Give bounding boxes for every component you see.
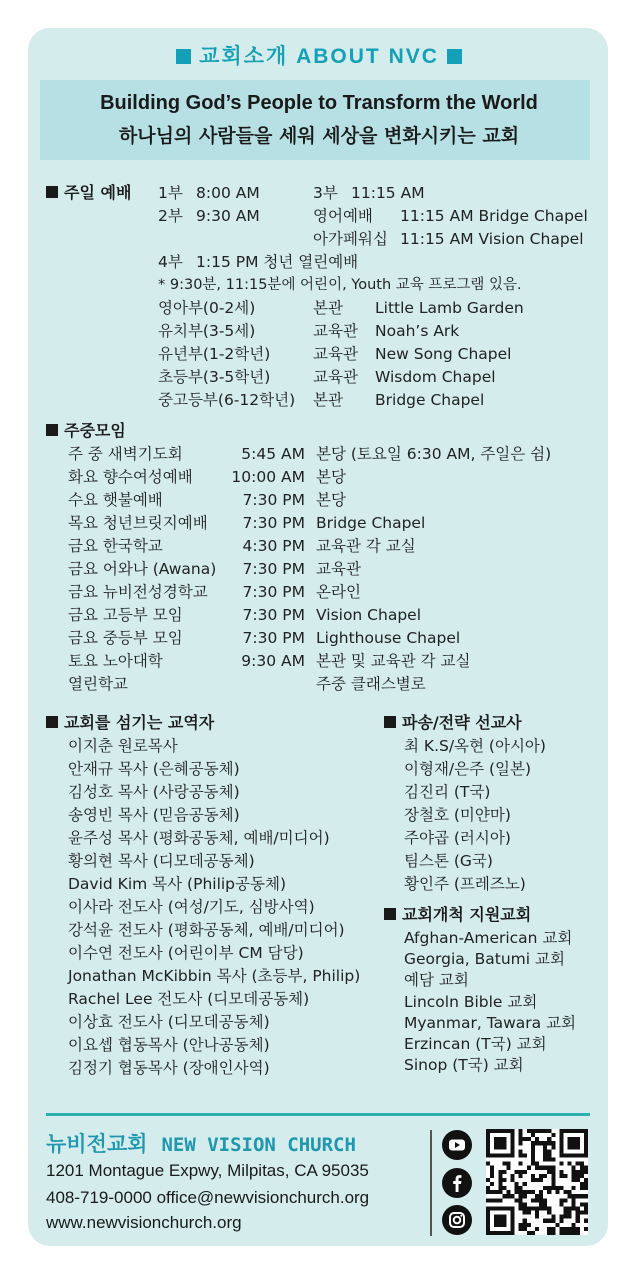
footer-divider (46, 1113, 590, 1116)
meeting-place: 교육관 각 교실 (316, 537, 416, 555)
minister-item: 이사라 전도사 (여성/기도, 심방사역) (68, 898, 315, 916)
church-plant-item: Myanmar, Tawara 교회 (404, 1013, 577, 1032)
meeting-time: 7:30 PM (242, 606, 305, 624)
meeting-name: 주 중 새벽기도회 (68, 445, 183, 463)
meeting-name: 수요 햇불예배 (68, 491, 163, 509)
service-time: 9:30 AM (196, 207, 260, 225)
square-bullet-icon (176, 49, 191, 64)
minister-item: 이요셉 협동목사 (안나공동체) (68, 1036, 270, 1054)
square-bullet-icon (384, 716, 396, 728)
mission-english: Building God’s People to Transform the World (100, 92, 538, 114)
meeting-time: 7:30 PM (242, 514, 305, 532)
program-building: 본관 (313, 299, 343, 317)
minister-item: 이상효 전도사 (디모데공동체) (68, 1013, 270, 1031)
minister-item: 송영빈 목사 (믿음공동체) (68, 806, 240, 824)
minister-item: 윤주성 목사 (평화공동체, 예배/미디어) (68, 829, 330, 847)
square-bullet-icon (384, 908, 396, 920)
footer-vertical-divider (430, 1130, 432, 1236)
service-label: 아가페워십 (313, 230, 388, 248)
meeting-place: 본당 (316, 491, 346, 509)
service-label: 1부 (158, 184, 183, 202)
meeting-name: 금요 어와나 (Awana) (68, 560, 217, 578)
program-building: 교육관 (313, 368, 358, 386)
instagram-icon[interactable] (442, 1205, 472, 1235)
meeting-place: Bridge Chapel (316, 514, 426, 532)
service-label: 4부 (158, 253, 183, 271)
meeting-time: 7:30 PM (242, 629, 305, 647)
minister-item: Jonathan McKibbin 목사 (초등부, Philip) (68, 967, 361, 985)
meeting-place: 온라인 (316, 583, 361, 601)
minister-item: David Kim 목사 (Philip공동체) (68, 875, 286, 893)
church-contact[interactable]: 408-719-0000 office@newvisionchurch.org (46, 1188, 370, 1207)
meeting-place: Vision Chapel (316, 606, 422, 624)
minister-item: 이수연 전도사 (어린이부 CM 담당) (68, 944, 304, 962)
service-time: 8:00 AM (196, 184, 260, 202)
program-room: Bridge Chapel (375, 391, 485, 409)
facebook-icon[interactable] (442, 1168, 472, 1198)
meeting-place: 본당 (토요일 6:30 AM, 주일은 쉼) (316, 445, 552, 463)
ministers-title: 교회를 섬기는 교역자 (46, 713, 214, 733)
program-department: 유년부(1-2학년) (158, 345, 271, 363)
meeting-time: 7:30 PM (242, 491, 305, 509)
meeting-name: 열린학교 (68, 675, 128, 693)
program-room: Wisdom Chapel (375, 368, 496, 386)
square-bullet-icon (46, 424, 58, 436)
church-plant-item: Lincoln Bible 교회 (404, 992, 538, 1011)
meeting-place: 주중 클래스별로 (316, 675, 426, 693)
minister-item: 김정기 협동목사 (장애인사역) (68, 1059, 270, 1077)
meeting-time: 7:30 PM (242, 560, 305, 578)
about-heading-text: 교회소개 ABOUT NVC (199, 45, 439, 68)
program-room: New Song Chapel (375, 345, 512, 363)
missionary-item: 황인주 (프레즈노) (404, 875, 526, 893)
meeting-place: 교육관 (316, 560, 361, 578)
weekday-meetings-title: 주중모임 (46, 421, 126, 441)
minister-item: 김성호 목사 (사랑공동체) (68, 783, 240, 801)
missionary-item: 김진리 (T국) (404, 783, 491, 801)
program-room: Little Lamb Garden (375, 299, 524, 317)
meeting-name: 목요 청년브릿지예배 (68, 514, 208, 532)
minister-item: 강석윤 전도사 (평화공동체, 예배/미디어) (68, 921, 345, 939)
church-website[interactable]: www.newvisionchurch.org (46, 1213, 242, 1232)
program-department: 중고등부(6-12학년) (158, 391, 296, 409)
missionary-item: 팀스톤 (G국) (404, 852, 493, 870)
meeting-time: 9:30 AM (241, 652, 305, 670)
church-name-english: NEW VISION CHURCH (161, 1134, 356, 1156)
program-room: Noah’s Ark (375, 322, 460, 340)
missionary-item: 장철호 (미얀마) (404, 806, 511, 824)
missionary-item: 이형재/은주 (일본) (404, 760, 532, 778)
service-label: 영어예배 (313, 207, 373, 225)
meeting-time: 10:00 AM (231, 468, 305, 486)
church-plant-item: Georgia, Batumi 교회 (404, 950, 565, 969)
minister-item: 황의현 목사 (디모데공동체) (68, 852, 255, 870)
square-bullet-icon (447, 49, 462, 64)
meeting-time: 4:30 PM (242, 537, 305, 555)
minister-item: 안재규 목사 (은혜공동체) (68, 760, 240, 778)
church-address: 1201 Montague Expwy, Milpitas, CA 95035 (46, 1161, 369, 1180)
meeting-name: 금요 한국학교 (68, 537, 163, 555)
program-department: 유치부(3-5세) (158, 322, 256, 340)
meeting-place: Lighthouse Chapel (316, 629, 461, 647)
church-plant-item: 예담 교회 (404, 971, 469, 990)
church-plants-title: 교회개척 지원교회 (384, 905, 531, 925)
service-time: 11:15 AM Bridge Chapel (400, 207, 588, 225)
church-name (46, 1128, 356, 1158)
square-bullet-icon (46, 186, 58, 198)
missionary-item: 최 K.S/옥현 (아시아) (404, 737, 546, 755)
meeting-name: 화요 향수여성예배 (68, 468, 193, 486)
program-building: 본관 (313, 391, 343, 409)
meeting-name: 금요 중등부 모임 (68, 629, 183, 647)
meeting-place: 본당 (316, 468, 346, 486)
mission-korean: 하나님의 사람들을 세워 세상을 변화시키는 교회 (118, 125, 520, 147)
meeting-name: 금요 고등부 모임 (68, 606, 183, 624)
minister-item: Rachel Lee 전도사 (디모데공동체) (68, 990, 310, 1008)
meeting-time: 7:30 PM (242, 583, 305, 601)
service-time: 11:15 AM (351, 184, 425, 202)
meeting-place: 본관 및 교육관 각 교실 (316, 652, 471, 670)
minister-item: 이지춘 원로목사 (68, 737, 178, 755)
service-time: 1:15 PM 청년 열린예배 (196, 253, 359, 271)
square-bullet-icon (46, 716, 58, 728)
meeting-name: 금요 뉴비전성경학교 (68, 583, 208, 601)
education-note: * 9:30분, 11:15분에 어린이, Youth 교육 프로그램 있음. (158, 277, 522, 293)
youtube-icon[interactable] (442, 1130, 472, 1160)
qr-code[interactable] (486, 1129, 588, 1235)
service-label: 2부 (158, 207, 183, 225)
service-label: 3부 (313, 184, 338, 202)
about-heading (0, 40, 638, 70)
church-plant-item: Erzincan (T국) 교회 (404, 1035, 547, 1053)
program-department: 초등부(3-5학년) (158, 368, 271, 386)
sunday-worship-title: 주일 예배 (46, 183, 131, 203)
program-building: 교육관 (313, 322, 358, 340)
service-time: 11:15 AM Vision Chapel (400, 230, 584, 248)
program-department: 영아부(0-2세) (158, 299, 256, 317)
church-name-korean: 뉴비전교회 (46, 1132, 148, 1156)
program-building: 교육관 (313, 345, 358, 363)
meeting-time: 5:45 AM (241, 445, 305, 463)
meeting-name: 토요 노아대학 (68, 652, 163, 670)
missionaries-title: 파송/전략 선교사 (384, 713, 522, 733)
missionary-item: 주야곱 (러시아) (404, 829, 511, 847)
church-plant-item: Sinop (T국) 교회 (404, 1056, 524, 1075)
church-plant-item: Afghan-American 교회 (404, 929, 573, 947)
